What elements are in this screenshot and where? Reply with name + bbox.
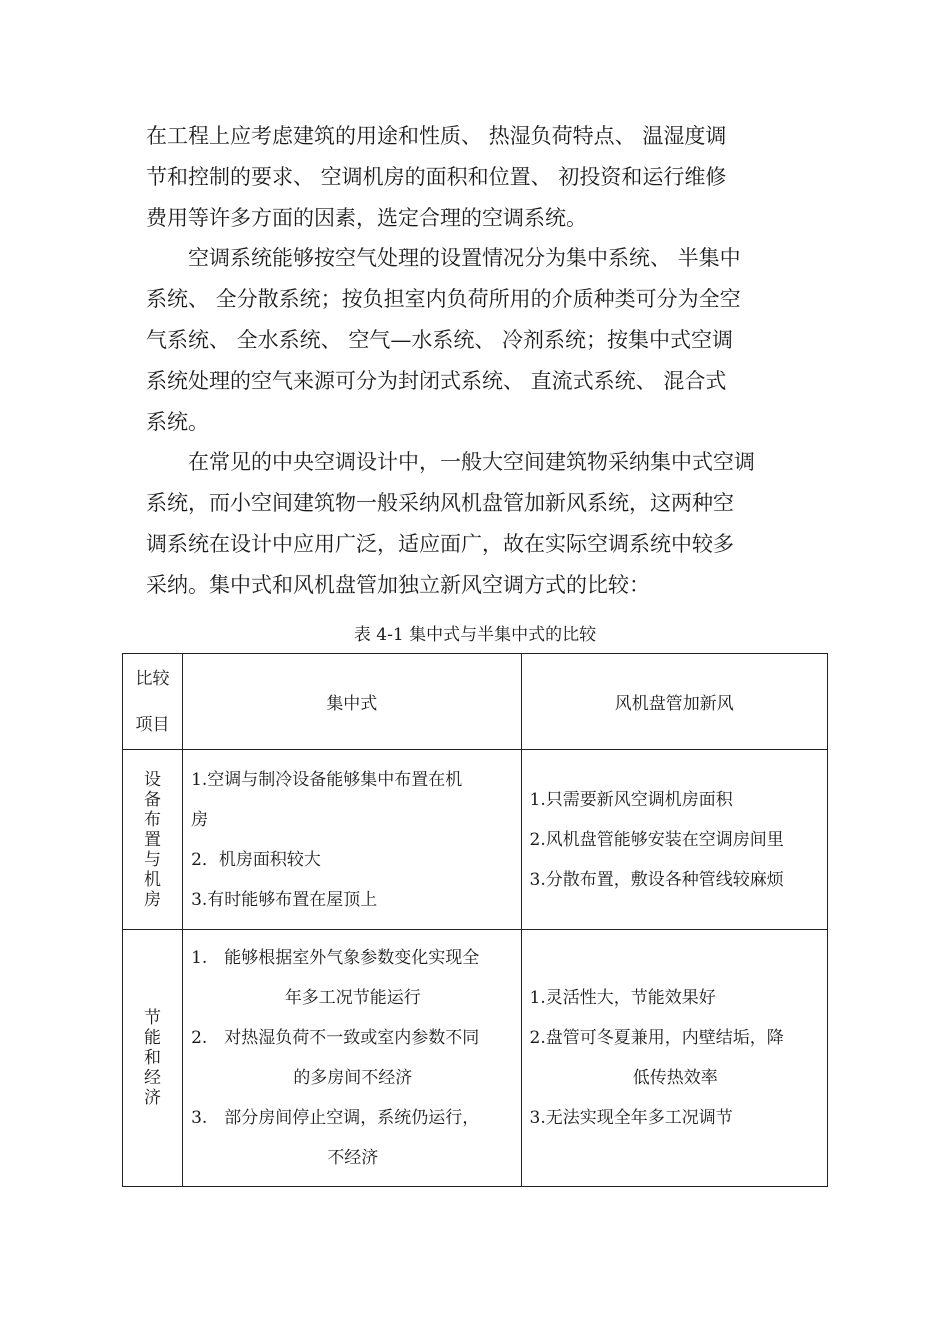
row-cell-centralized — [183, 930, 521, 1187]
cell-line: 3.有时能够布置在屋顶上 — [191, 889, 378, 910]
text-line: 系统。 — [146, 410, 209, 434]
cell-line: 房 — [191, 809, 209, 830]
paragraph-2 — [146, 238, 806, 443]
cell-line: 2.盘管可冬夏兼用，内壁结垢，降 — [529, 1028, 784, 1048]
cell-line: 低传热效率 — [632, 1068, 718, 1088]
table-row — [123, 750, 828, 930]
text-line: 空调系统能够按空气处理的设置情况分为集中系统、 半集中 — [146, 246, 741, 270]
cell-line: 2.风机盘管能够安装在空调房间里 — [529, 829, 784, 850]
cell-line: 不经济 — [327, 1148, 379, 1168]
text-line: 系统，而小空间建筑物一般采纳风机盘管加新风系统，这两种空 — [146, 491, 734, 515]
text-line: 系统、 全分散系统；按负担室内负荷所用的介质种类可分为全空 — [146, 287, 741, 311]
paragraph-3 — [146, 442, 806, 606]
row-item-label: 节能和经济 — [144, 1008, 162, 1108]
cell-line: 1.空调与制冷设备能够集中布置在机 — [191, 769, 463, 790]
table-caption: 表 4-1 集中式与半集中式的比较 — [353, 625, 597, 645]
text-line: 气系统、 全水系统、 空气—水系统、 冷剂系统；按集中式空调 — [146, 328, 734, 352]
paragraph-1 — [146, 116, 806, 239]
cell-line: 的多房间不经济 — [293, 1068, 413, 1088]
header-col-centralized: 集中式 — [183, 654, 521, 750]
cell-line: 3.分散布置，敷设各种管线较麻烦 — [529, 869, 784, 890]
cell-line: 1.只需要新风空调机房面积 — [529, 789, 733, 810]
table-row — [123, 930, 828, 1187]
row-cell-fancoil — [521, 750, 827, 930]
header-item-line2: 项目 — [135, 714, 170, 735]
header-col-fancoil: 风机盘管加新风 — [521, 654, 827, 750]
text-line: 采纳。集中式和风机盘管加独立新风空调方式的比较： — [146, 573, 650, 597]
cell-line: 1.灵活性大，节能效果好 — [529, 988, 716, 1008]
row-item-cell — [123, 930, 183, 1187]
text-line: 节和控制的要求、 空调机房的面积和位置、 初投资和运行维修 — [146, 165, 727, 189]
text-line: 系统处理的空气来源可分为封闭式系统、 直流式系统、 混合式 — [146, 369, 727, 393]
comparison-table — [122, 653, 828, 1187]
header-item-cell — [123, 654, 183, 750]
row-item-cell — [123, 750, 183, 930]
cell-line: 3. 部分房间停止空调，系统仍运行， — [191, 1108, 480, 1128]
text-line: 费用等许多方面的因素，选定合理的空调系统。 — [146, 206, 587, 230]
cell-line: 3.无法实现全年多工况调节 — [529, 1108, 733, 1128]
text-line: 在工程上应考虑建筑的用途和性质、 热湿负荷特点、 温湿度调 — [146, 124, 727, 148]
text-line: 调系统在设计中应用广泛，适应面广，故在实际空调系统中较多 — [146, 532, 734, 556]
table-header-row — [123, 654, 828, 750]
header-item-line1: 比较 — [135, 668, 170, 689]
cell-line: 2．机房面积较大 — [191, 849, 321, 870]
cell-line: 1. 能够根据室外气象参数变化实现全 — [191, 948, 480, 968]
cell-line: 2. 对热湿负荷不一致或室内参数不同 — [191, 1028, 480, 1048]
row-cell-fancoil — [521, 930, 827, 1187]
text-line: 在常见的中央空调设计中，一般大空间建筑物采纳集中式空调 — [146, 450, 755, 474]
row-item-label: 设备布置与机房 — [144, 769, 162, 910]
cell-line: 年多工况节能运行 — [284, 988, 421, 1008]
row-cell-centralized — [183, 750, 521, 930]
